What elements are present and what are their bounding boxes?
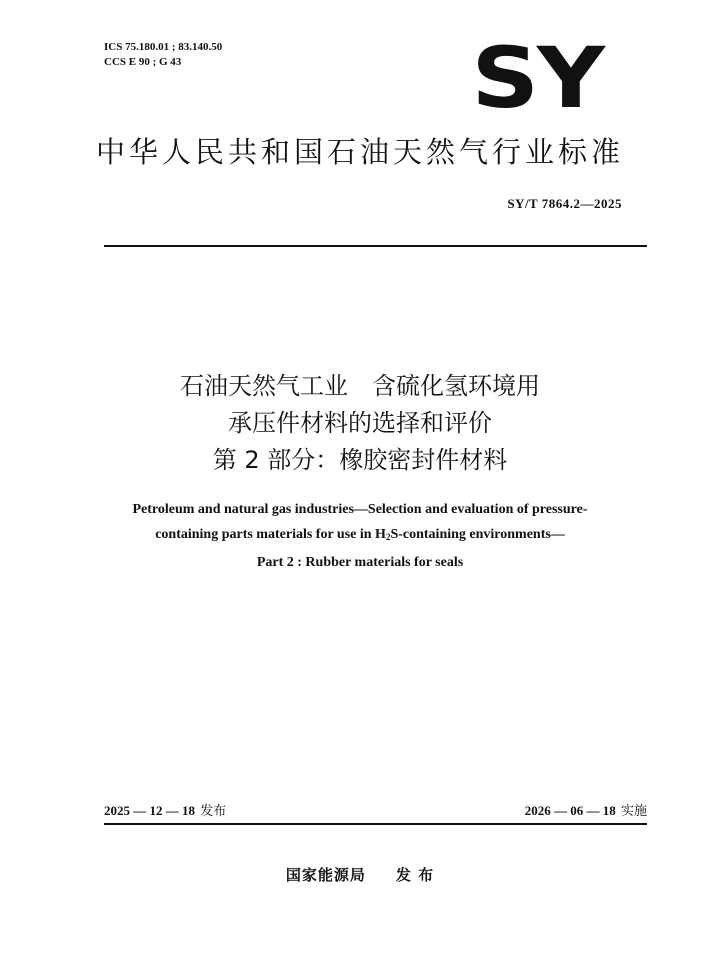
publisher-name: 国家能源局 (285, 866, 366, 884)
english-title-line-2 (0, 522, 720, 550)
effective-label: 实施 (620, 804, 647, 819)
issue-date-block (104, 800, 226, 819)
publish-label: 发 布 (395, 866, 435, 884)
ics-code: ICS 75.180.01 ; 83.140.50 (104, 41, 223, 53)
issue-date: 2025 — 12 — 18 (104, 803, 195, 818)
english-title-line-1: Petroleum and natural gas industries—Selection and evaluation of pressure- (132, 502, 588, 517)
english-title-line-2-end: S-containing environments— (390, 527, 565, 542)
effective-date-block (525, 800, 647, 819)
english-title-line-2-start: containing parts materials for use in H (155, 527, 386, 542)
chinese-title-line-1: 石油天然气工业 含硫化氢环境用 (180, 372, 540, 400)
issue-label: 发布 (200, 804, 227, 819)
sy-logo: SY (471, 29, 603, 127)
h2s-subscript: 2 (385, 532, 391, 542)
issuer-title: 中华人民共和国石油天然气行业标准 (95, 135, 624, 169)
chinese-title-line-3: 第 2 部分：橡胶密封件材料 (212, 446, 508, 474)
bottom-divider (104, 823, 647, 825)
top-divider (104, 245, 647, 247)
standard-number: SY/T 7864.2—2025 (507, 196, 622, 211)
chinese-title-line-2: 承压件材料的选择和评价 (228, 409, 492, 437)
date-row (104, 800, 647, 820)
publisher-line (0, 864, 720, 885)
english-title-line-3: Part 2 : Rubber materials for seals (256, 555, 464, 570)
chinese-title (0, 368, 720, 479)
classification-codes (104, 40, 222, 70)
english-title (0, 497, 720, 575)
ccs-code: CCS E 90 ; G 43 (104, 56, 182, 68)
effective-date: 2026 — 06 — 18 (524, 803, 616, 818)
